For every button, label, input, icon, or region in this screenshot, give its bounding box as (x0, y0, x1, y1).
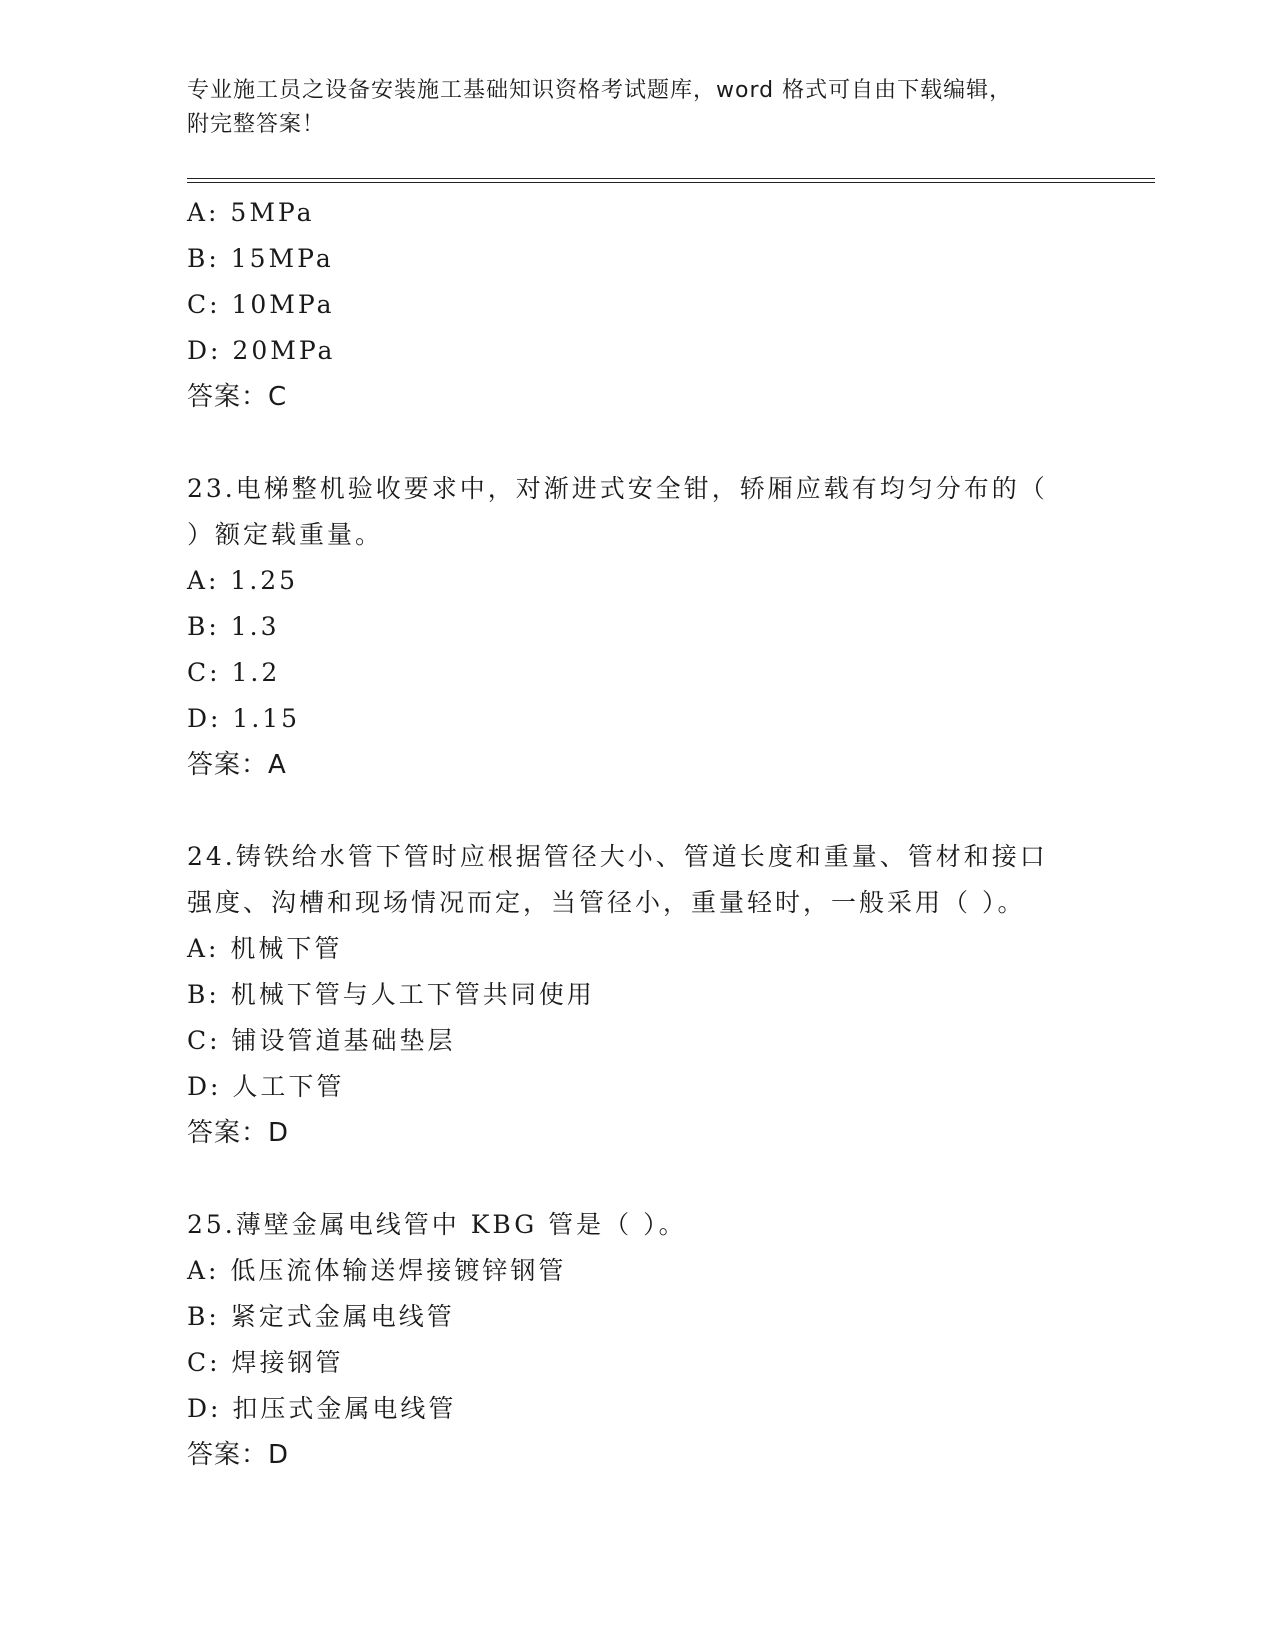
option-c: C: 10MPa (187, 290, 335, 319)
option-c: C: 1.2 (187, 658, 281, 687)
question-spacer (187, 1156, 1087, 1202)
question-list (187, 190, 1087, 1478)
option-b: B: 15MPa (187, 244, 334, 273)
question-stem-line-1: 24.铸铁给水管下管时应根据管径大小、管道长度和重量、管材和接口 (187, 842, 1048, 871)
question-stem-line-1: 23.电梯整机验收要求中，对渐进式安全钳，轿厢应载有均匀分布的（ (187, 474, 1048, 503)
option-b: B: 1.3 (187, 612, 280, 641)
option-a: A: 低压流体输送焊接镀锌钢管 (187, 1256, 567, 1285)
option-c: C: 铺设管道基础垫层 (187, 1026, 456, 1055)
question-stem-line-2: 强度、沟槽和现场情况而定，当管径小，重量轻时，一般采用（ ）。 (187, 888, 1026, 917)
question-25 (187, 1202, 1087, 1478)
option-a: A: 5MPa (187, 198, 315, 227)
option-d: D: 人工下管 (187, 1072, 345, 1101)
question-spacer (187, 420, 1087, 466)
answer-line: 答案：C (187, 382, 288, 412)
option-b: B: 机械下管与人工下管共同使用 (187, 980, 595, 1009)
header-double-rule (187, 178, 1155, 183)
answer-line: 答案：D (187, 1118, 290, 1148)
option-b: B: 紧定式金属电线管 (187, 1302, 455, 1331)
option-d: D: 20MPa (187, 336, 336, 365)
question-23 (187, 466, 1087, 788)
header-line-1: 专业施工员之设备安装施工基础知识资格考试题库，word 格式可自由下载编辑， (187, 78, 1013, 103)
header-line-2: 附完整答案！ (187, 112, 326, 137)
option-a: A: 机械下管 (187, 934, 343, 963)
question-spacer (187, 788, 1087, 834)
option-d: D: 扣压式金属电线管 (187, 1394, 457, 1423)
question-stem-line-2: ）额定载重量。 (187, 520, 384, 549)
option-a: A: 1.25 (187, 566, 299, 595)
answer-line: 答案：A (187, 750, 287, 780)
question-stem-line-1: 25.薄壁金属电线管中 KBG 管是（ ）。 (187, 1210, 687, 1239)
answer-line: 答案：D (187, 1440, 290, 1470)
document-header (187, 74, 1087, 142)
question-24 (187, 834, 1087, 1156)
option-c: C: 焊接钢管 (187, 1348, 344, 1377)
question-22-options (187, 190, 1087, 420)
option-d: D: 1.15 (187, 704, 301, 733)
